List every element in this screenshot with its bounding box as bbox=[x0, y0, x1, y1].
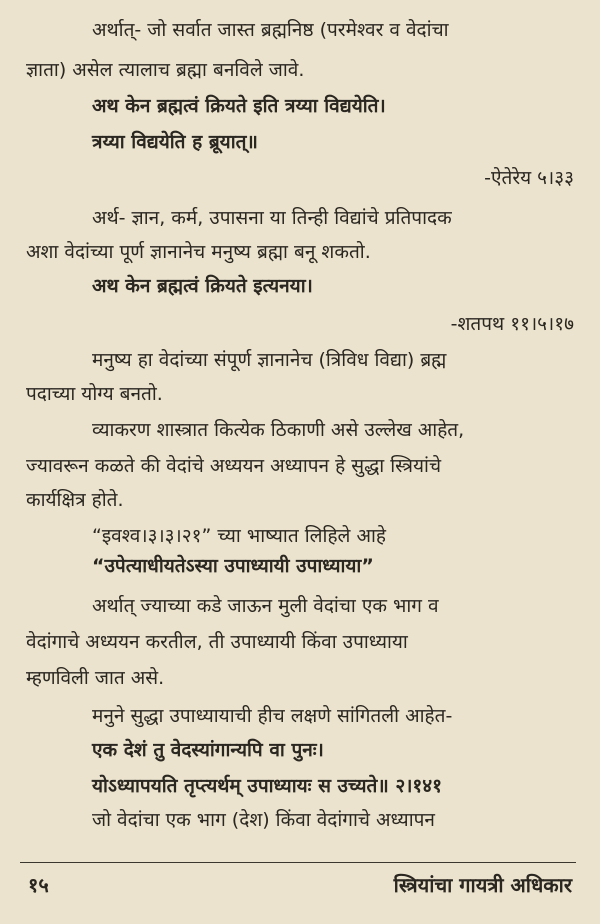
sanskrit-verse-line-4: एक देशं तु वेदस्यांगान्यपि वा पुनः। bbox=[92, 739, 324, 761]
text-line-17: अर्थात् ज्याच्या कडे जाऊन मुली वेदांचा एक भाग व bbox=[92, 595, 439, 617]
text-line-12: व्याकरण शास्त्रात कित्येक ठिकाणी असे उल्लेख आहेत, bbox=[92, 419, 465, 441]
text-line-10: मनुष्य हा वेदांच्या संपूर्ण ज्ञानानेच (त्रिविध विद्या) ब्रह्म bbox=[92, 349, 447, 371]
text-line-23: जो वेदांचा एक भाग (देश) किंवा वेदांगाचे अध्यापन bbox=[92, 809, 435, 831]
sanskrit-quote-line: “उपेत्याधीयतेऽस्या उपाध्यायी उपाध्याया” bbox=[92, 555, 374, 577]
text-line-13: ज्यावरून कळते की वेदांचे अध्ययन अध्यापन हे सुद्धा स्त्रियांचे bbox=[26, 455, 442, 477]
citation-shatapatha: -शतपथ ११।५।१७ bbox=[450, 313, 574, 335]
sanskrit-verse-line-2: त्रय्या विद्ययेति ह ब्रूयात्॥ bbox=[92, 131, 258, 153]
sanskrit-verse-line-5: योऽध्यापयति तृप्त्यर्थम् उपाध्यायः स उच्यते॥ २।१४१ bbox=[92, 775, 443, 797]
text-line-2: ज्ञाता) असेल त्यालाच ब्रह्मा बनविले जावे. bbox=[26, 59, 305, 81]
text-line-19: म्हणविली जात असे. bbox=[26, 667, 165, 689]
text-line-14: कार्यक्षित्र होते. bbox=[26, 489, 124, 511]
text-line-1: अर्थात्- जो सर्वात जास्त ब्रह्मनिष्ठ (परमेश्वर व वेदांचा bbox=[92, 19, 449, 41]
book-title-footer: स्त्रियांचा गायत्री अधिकार bbox=[393, 873, 572, 897]
sanskrit-verse-line-3: अथ केन ब्रह्मत्वं क्रियते इत्यनया। bbox=[92, 275, 313, 297]
page-number: १५ bbox=[28, 873, 49, 897]
text-line-7: अशा वेदांच्या पूर्ण ज्ञानानेच मनुष्य ब्रह्मा बनू शकतो. bbox=[26, 241, 371, 263]
text-line-6: अर्थ- ज्ञान, कर्म, उपासना या तिन्ही विद्यांचे प्रतिपादक bbox=[92, 207, 452, 229]
text-line-20: मनुने सुद्धा उपाध्यायाची हीच लक्षणे सांगितली आहेत- bbox=[92, 705, 453, 727]
text-line-15: “इवश्व।३।३।२१” च्या भाष्यात लिहिले आहे bbox=[92, 525, 386, 547]
text-line-11: पदाच्या योग्य बनतो. bbox=[26, 383, 163, 405]
footer-divider bbox=[20, 862, 576, 863]
sanskrit-verse-line-1: अथ केन ब्रह्मत्वं क्रियते इति त्रय्या विद्ययेति। bbox=[92, 95, 386, 117]
citation-aitareya: -ऐतेरेय ५।३३ bbox=[484, 167, 574, 189]
text-line-18: वेदांगाचे अध्ययन करतील, ती उपाध्यायी किंवा उपाध्याया bbox=[26, 631, 408, 653]
